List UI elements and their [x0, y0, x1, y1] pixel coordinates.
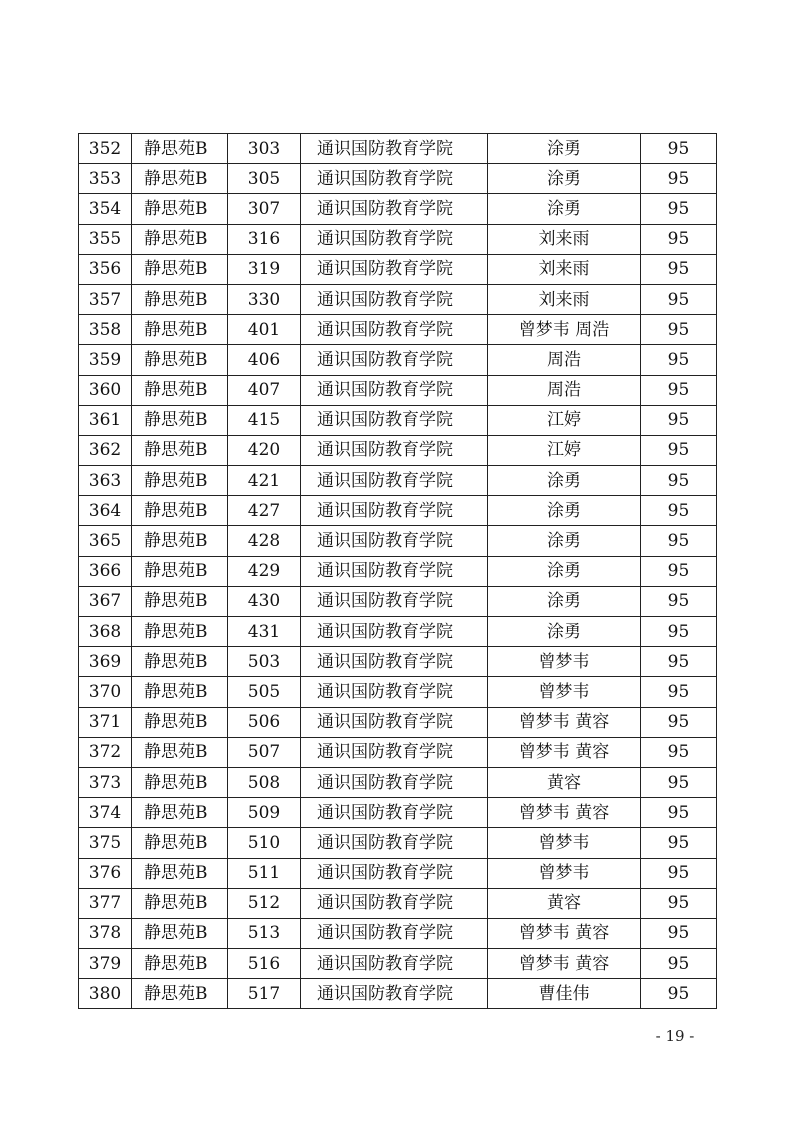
table-row — [79, 798, 717, 828]
score-cell: 95 — [641, 858, 717, 888]
tutor-cell: 涂勇 — [488, 586, 641, 616]
building-cell: 静思苑B — [132, 556, 228, 586]
room-number-cell: 428 — [228, 526, 301, 556]
college-cell: 通识国防教育学院 — [301, 617, 488, 647]
building-cell: 静思苑B — [132, 345, 228, 375]
building-cell: 静思苑B — [132, 254, 228, 284]
row-number-cell: 361 — [79, 405, 132, 435]
score-cell: 95 — [641, 466, 717, 496]
score-cell: 95 — [641, 224, 717, 254]
college-cell: 通识国防教育学院 — [301, 284, 488, 314]
college-cell: 通识国防教育学院 — [301, 134, 488, 164]
row-number-cell: 367 — [79, 586, 132, 616]
college-cell: 通识国防教育学院 — [301, 647, 488, 677]
building-cell: 静思苑B — [132, 737, 228, 767]
table-body — [79, 134, 717, 1009]
college-cell: 通识国防教育学院 — [301, 435, 488, 465]
college-cell: 通识国防教育学院 — [301, 224, 488, 254]
table-row — [79, 345, 717, 375]
tutor-cell: 曹佳伟 — [488, 979, 641, 1009]
table-row — [79, 737, 717, 767]
tutor-cell: 曾梦韦 黄容 — [488, 707, 641, 737]
room-number-cell: 517 — [228, 979, 301, 1009]
tutor-cell: 曾梦韦 黄容 — [488, 918, 641, 948]
college-cell: 通识国防教育学院 — [301, 164, 488, 194]
table-row — [79, 435, 717, 465]
building-cell: 静思苑B — [132, 284, 228, 314]
tutor-cell: 曾梦韦 黄容 — [488, 737, 641, 767]
building-cell: 静思苑B — [132, 315, 228, 345]
table-row — [79, 375, 717, 405]
table-row — [79, 858, 717, 888]
table-row — [79, 677, 717, 707]
building-cell: 静思苑B — [132, 466, 228, 496]
row-number-cell: 357 — [79, 284, 132, 314]
college-cell: 通识国防教育学院 — [301, 405, 488, 435]
table-row — [79, 315, 717, 345]
building-cell: 静思苑B — [132, 405, 228, 435]
room-number-cell: 430 — [228, 586, 301, 616]
building-cell: 静思苑B — [132, 224, 228, 254]
table-row — [79, 918, 717, 948]
building-cell: 静思苑B — [132, 496, 228, 526]
table-row — [79, 134, 717, 164]
score-cell: 95 — [641, 767, 717, 797]
tutor-cell: 曾梦韦 黄容 — [488, 798, 641, 828]
tutor-cell: 曾梦韦 周浩 — [488, 315, 641, 345]
building-cell: 静思苑B — [132, 677, 228, 707]
table-row — [79, 466, 717, 496]
room-number-cell: 319 — [228, 254, 301, 284]
table-row — [79, 767, 717, 797]
building-cell: 静思苑B — [132, 647, 228, 677]
room-number-cell: 401 — [228, 315, 301, 345]
row-number-cell: 359 — [79, 345, 132, 375]
building-cell: 静思苑B — [132, 798, 228, 828]
room-number-cell: 415 — [228, 405, 301, 435]
tutor-cell: 涂勇 — [488, 164, 641, 194]
score-cell: 95 — [641, 134, 717, 164]
room-number-cell: 421 — [228, 466, 301, 496]
room-number-cell: 303 — [228, 134, 301, 164]
row-number-cell: 369 — [79, 647, 132, 677]
table-row — [79, 949, 717, 979]
score-cell: 95 — [641, 284, 717, 314]
college-cell: 通识国防教育学院 — [301, 767, 488, 797]
college-cell: 通识国防教育学院 — [301, 496, 488, 526]
building-cell: 静思苑B — [132, 918, 228, 948]
tutor-cell: 刘来雨 — [488, 284, 641, 314]
tutor-cell: 曾梦韦 黄容 — [488, 949, 641, 979]
room-number-cell: 407 — [228, 375, 301, 405]
room-number-cell: 503 — [228, 647, 301, 677]
table-row — [79, 194, 717, 224]
score-cell: 95 — [641, 677, 717, 707]
tutor-cell: 曾梦韦 — [488, 677, 641, 707]
building-cell: 静思苑B — [132, 949, 228, 979]
room-number-cell: 509 — [228, 798, 301, 828]
college-cell: 通识国防教育学院 — [301, 798, 488, 828]
building-cell: 静思苑B — [132, 164, 228, 194]
tutor-cell: 刘来雨 — [488, 254, 641, 284]
building-cell: 静思苑B — [132, 828, 228, 858]
row-number-cell: 355 — [79, 224, 132, 254]
score-cell: 95 — [641, 526, 717, 556]
row-number-cell: 358 — [79, 315, 132, 345]
college-cell: 通识国防教育学院 — [301, 949, 488, 979]
score-cell: 95 — [641, 828, 717, 858]
row-number-cell: 356 — [79, 254, 132, 284]
tutor-cell: 周浩 — [488, 345, 641, 375]
table-row — [79, 284, 717, 314]
tutor-cell: 刘来雨 — [488, 224, 641, 254]
college-cell: 通识国防教育学院 — [301, 677, 488, 707]
room-number-cell: 420 — [228, 435, 301, 465]
tutor-cell: 涂勇 — [488, 194, 641, 224]
table-row — [79, 617, 717, 647]
room-number-cell: 510 — [228, 828, 301, 858]
tutor-cell: 江婷 — [488, 405, 641, 435]
table-row — [79, 707, 717, 737]
row-number-cell: 353 — [79, 164, 132, 194]
room-number-cell: 516 — [228, 949, 301, 979]
score-cell: 95 — [641, 375, 717, 405]
building-cell: 静思苑B — [132, 707, 228, 737]
tutor-cell: 涂勇 — [488, 134, 641, 164]
score-cell: 95 — [641, 254, 717, 284]
room-number-cell: 512 — [228, 888, 301, 918]
college-cell: 通识国防教育学院 — [301, 315, 488, 345]
score-cell: 95 — [641, 315, 717, 345]
table-row — [79, 888, 717, 918]
row-number-cell: 375 — [79, 828, 132, 858]
score-cell: 95 — [641, 556, 717, 586]
score-cell: 95 — [641, 888, 717, 918]
building-cell: 静思苑B — [132, 586, 228, 616]
room-number-cell: 305 — [228, 164, 301, 194]
score-cell: 95 — [641, 647, 717, 677]
table-row — [79, 647, 717, 677]
row-number-cell: 365 — [79, 526, 132, 556]
score-cell: 95 — [641, 949, 717, 979]
score-cell: 95 — [641, 617, 717, 647]
page-number: - 19 - — [655, 1027, 695, 1045]
building-cell: 静思苑B — [132, 888, 228, 918]
college-cell: 通识国防教育学院 — [301, 466, 488, 496]
tutor-cell: 涂勇 — [488, 617, 641, 647]
row-number-cell: 378 — [79, 918, 132, 948]
table-row — [79, 556, 717, 586]
score-cell: 95 — [641, 737, 717, 767]
row-number-cell: 372 — [79, 737, 132, 767]
building-cell: 静思苑B — [132, 194, 228, 224]
room-number-cell: 513 — [228, 918, 301, 948]
building-cell: 静思苑B — [132, 858, 228, 888]
college-cell: 通识国防教育学院 — [301, 707, 488, 737]
building-cell: 静思苑B — [132, 134, 228, 164]
row-number-cell: 366 — [79, 556, 132, 586]
room-number-cell: 427 — [228, 496, 301, 526]
tutor-cell: 涂勇 — [488, 556, 641, 586]
table-row — [79, 405, 717, 435]
row-number-cell: 370 — [79, 677, 132, 707]
college-cell: 通识国防教育学院 — [301, 254, 488, 284]
tutor-cell: 黄容 — [488, 767, 641, 797]
building-cell: 静思苑B — [132, 375, 228, 405]
row-number-cell: 373 — [79, 767, 132, 797]
room-number-cell: 505 — [228, 677, 301, 707]
score-cell: 95 — [641, 405, 717, 435]
row-number-cell: 362 — [79, 435, 132, 465]
table-row — [79, 828, 717, 858]
row-number-cell: 371 — [79, 707, 132, 737]
row-number-cell: 377 — [79, 888, 132, 918]
college-cell: 通识国防教育学院 — [301, 828, 488, 858]
college-cell: 通识国防教育学院 — [301, 737, 488, 767]
score-cell: 95 — [641, 435, 717, 465]
tutor-cell: 周浩 — [488, 375, 641, 405]
row-number-cell: 376 — [79, 858, 132, 888]
building-cell: 静思苑B — [132, 526, 228, 556]
building-cell: 静思苑B — [132, 617, 228, 647]
tutor-cell: 曾梦韦 — [488, 858, 641, 888]
table-row — [79, 164, 717, 194]
tutor-cell: 黄容 — [488, 888, 641, 918]
table-row — [79, 586, 717, 616]
dormitory-score-table — [78, 133, 717, 1009]
room-number-cell: 511 — [228, 858, 301, 888]
building-cell: 静思苑B — [132, 767, 228, 797]
room-number-cell: 307 — [228, 194, 301, 224]
score-cell: 95 — [641, 345, 717, 375]
table-row — [79, 496, 717, 526]
tutor-cell: 涂勇 — [488, 526, 641, 556]
score-cell: 95 — [641, 918, 717, 948]
row-number-cell: 368 — [79, 617, 132, 647]
college-cell: 通识国防教育学院 — [301, 979, 488, 1009]
row-number-cell: 374 — [79, 798, 132, 828]
row-number-cell: 379 — [79, 949, 132, 979]
row-number-cell: 364 — [79, 496, 132, 526]
table-row — [79, 526, 717, 556]
table-row — [79, 979, 717, 1009]
room-number-cell: 316 — [228, 224, 301, 254]
building-cell: 静思苑B — [132, 979, 228, 1009]
row-number-cell: 380 — [79, 979, 132, 1009]
row-number-cell: 352 — [79, 134, 132, 164]
tutor-cell: 涂勇 — [488, 466, 641, 496]
tutor-cell: 涂勇 — [488, 496, 641, 526]
college-cell: 通识国防教育学院 — [301, 345, 488, 375]
table-row — [79, 224, 717, 254]
college-cell: 通识国防教育学院 — [301, 194, 488, 224]
tutor-cell: 曾梦韦 — [488, 828, 641, 858]
room-number-cell: 431 — [228, 617, 301, 647]
room-number-cell: 429 — [228, 556, 301, 586]
college-cell: 通识国防教育学院 — [301, 586, 488, 616]
row-number-cell: 360 — [79, 375, 132, 405]
college-cell: 通识国防教育学院 — [301, 888, 488, 918]
room-number-cell: 508 — [228, 767, 301, 797]
table-row — [79, 254, 717, 284]
college-cell: 通识国防教育学院 — [301, 375, 488, 405]
tutor-cell: 江婷 — [488, 435, 641, 465]
row-number-cell: 363 — [79, 466, 132, 496]
college-cell: 通识国防教育学院 — [301, 526, 488, 556]
score-cell: 95 — [641, 164, 717, 194]
college-cell: 通识国防教育学院 — [301, 918, 488, 948]
college-cell: 通识国防教育学院 — [301, 858, 488, 888]
college-cell: 通识国防教育学院 — [301, 556, 488, 586]
score-cell: 95 — [641, 798, 717, 828]
room-number-cell: 506 — [228, 707, 301, 737]
score-cell: 95 — [641, 979, 717, 1009]
row-number-cell: 354 — [79, 194, 132, 224]
room-number-cell: 507 — [228, 737, 301, 767]
score-cell: 95 — [641, 707, 717, 737]
tutor-cell: 曾梦韦 — [488, 647, 641, 677]
building-cell: 静思苑B — [132, 435, 228, 465]
room-number-cell: 406 — [228, 345, 301, 375]
score-cell: 95 — [641, 194, 717, 224]
room-number-cell: 330 — [228, 284, 301, 314]
score-cell: 95 — [641, 496, 717, 526]
score-cell: 95 — [641, 586, 717, 616]
